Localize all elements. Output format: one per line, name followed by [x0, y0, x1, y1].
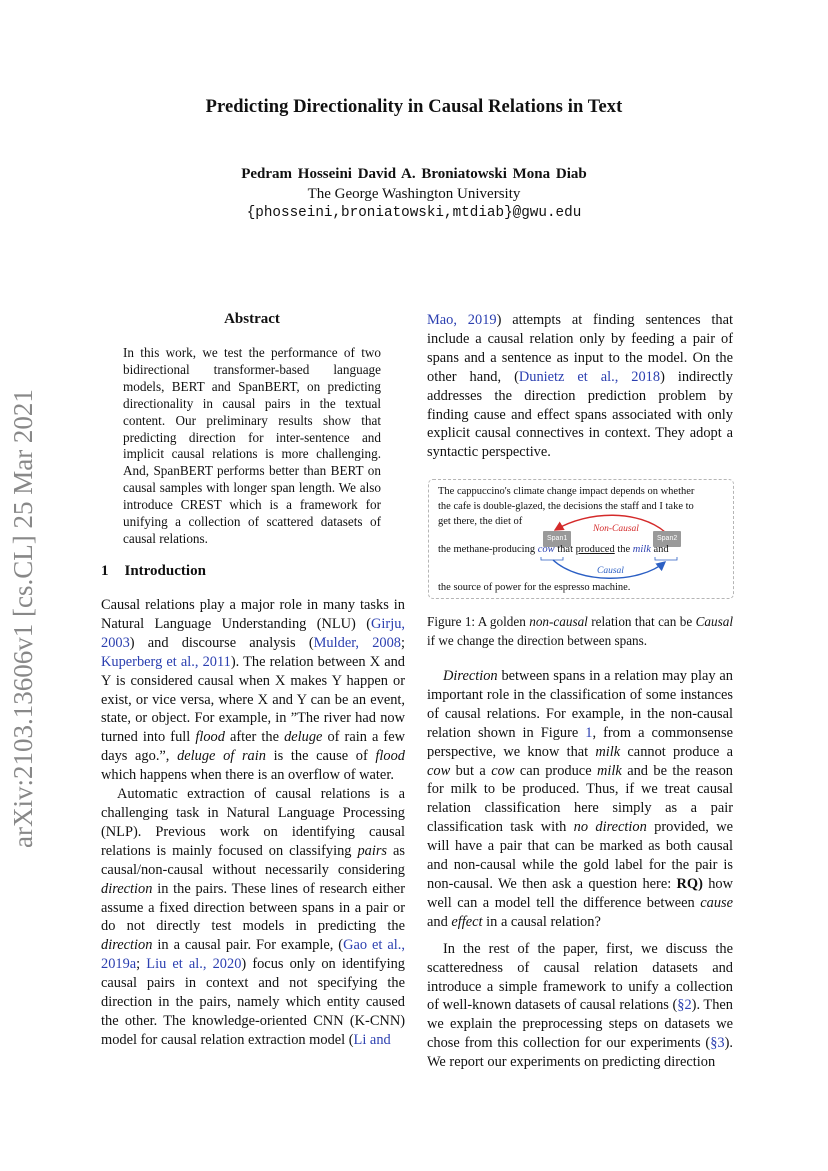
introduction-body	[101, 596, 405, 1050]
span1-word: cow	[537, 544, 555, 555]
emphasis: milk	[595, 743, 621, 760]
citation-link[interactable]: Mao, 2019	[427, 312, 497, 328]
text-run: can produce	[514, 762, 598, 779]
citation-link[interactable]: Dunietz et al., 2018	[518, 368, 661, 385]
text-run: how well can a model tell the difference between	[427, 875, 733, 911]
figure-1	[428, 479, 734, 599]
text-run: ). The relation between X and Y is considered causal when X makes Y happen or exist, or vice versa, where X and Y can be an event, state, or object. For example, in ”The river had now turned into full	[101, 653, 405, 746]
text-run: in a causal pair. For example, (	[152, 937, 344, 954]
text-run: Figure 1: A golden	[427, 614, 530, 629]
text-run: relation that can be	[587, 614, 696, 629]
text-run: and	[427, 913, 452, 930]
emphasis: milk	[597, 762, 622, 779]
section-number: 1	[101, 563, 109, 579]
affiliation: The George Washington University	[307, 186, 521, 202]
emphasis: deluge of rain	[177, 748, 266, 765]
citation-link[interactable]: Girju, 2003	[101, 615, 405, 651]
email-address: {phosseini,broniatowski,mtdiab}@gwu.edu	[246, 205, 582, 221]
text-run: between spans in a relation may play an important role in the classification of some instances of causal relations. For example, in the non-causal relation shown in Figure	[427, 668, 733, 741]
figure-text-line: the cafe is double-glazed, the decisions the staff and I take to	[438, 501, 694, 512]
section-reference-link[interactable]: §2	[677, 997, 692, 1014]
text-run: cannot produce a	[620, 743, 733, 760]
figure-caption	[427, 613, 733, 651]
text-run: ). We report our experiments on predicting direction	[427, 1035, 733, 1071]
right-column-top	[427, 311, 733, 462]
emphasis: Causal	[695, 614, 733, 629]
author-list: Pedram Hosseini David A. Broniatowski Mona Diab	[241, 166, 587, 182]
right-column-body	[427, 667, 733, 1072]
citation-link[interactable]: Liu et al., 2020	[146, 956, 242, 973]
emphasis: effect	[451, 913, 483, 930]
arxiv-identifier: arXiv:2103.13606v1 [cs.CL] 25 Mar 2021	[8, 389, 38, 848]
figure-text-line: get there, the diet of	[438, 516, 523, 527]
text-run: as causal/non-causal without necessarily considering	[101, 842, 405, 878]
paragraph	[427, 311, 733, 462]
span2-bracket	[655, 557, 677, 560]
text-run: , from a commonsense perspective, we know that	[427, 724, 733, 760]
text-run: that	[554, 544, 576, 555]
citation-link[interactable]: Mulder, 2008	[313, 634, 402, 651]
citation-link[interactable]: Li and	[353, 1031, 391, 1048]
abstract-heading: Abstract	[224, 311, 280, 327]
text-run: in the pairs. These lines of research either assume a fixed direction between spans in a pair or do not directly test models in predicting the	[101, 880, 405, 935]
emphasis: non-causal	[529, 614, 588, 629]
emphasis: direction	[101, 880, 153, 897]
emphasis: cause	[700, 894, 733, 911]
paragraph	[101, 596, 405, 785]
figure-text-line: The cappuccino's climate change impact depends on whether	[438, 486, 695, 497]
causal-label: Causal	[597, 566, 624, 576]
text-run: ) focus only on identifying causal pairs in context and not specifying the direction in the pairs, namely which entity caused the other. The knowledge-oriented CNN (K-CNN) model for causal relation extraction model (	[101, 956, 405, 1048]
paragraph	[427, 940, 733, 1072]
paragraph	[101, 785, 405, 1050]
text-run: ). Then we explain the preprocessing steps on datasets we chose from this collection for our experiments (	[427, 997, 733, 1052]
text-run: ;	[136, 956, 147, 973]
emphasis: no direction	[573, 819, 647, 836]
research-question-label: RQ)	[676, 875, 703, 892]
section-title: Introduction	[124, 563, 206, 579]
emphasis: cow	[427, 762, 451, 779]
text-run: if we change the direction between spans.	[427, 632, 648, 648]
section-heading-introduction	[101, 563, 206, 580]
non-causal-label: Non-Causal	[593, 524, 639, 534]
span1-tag: Span1	[543, 531, 571, 547]
emphasis: pairs	[357, 842, 388, 859]
paper-title: Predicting Directionality in Causal Relations in Text	[205, 97, 623, 117]
text-run: Automatic extraction of causal relations is a challenging task in Natural Language Processing (NLP). Previous work on identifying causal relations is mainly focused on classifying	[101, 786, 405, 859]
abstract-text: In this work, we test the performance of two bidirectional transformer-based language models, BERT and SpanBERT, on predicting directionality in causal pairs in the textual content. Our preliminary results show that predicting direction for inter-sentence and implicit causal relations is more challenging. And, SpanBERT performs better than BERT on causal samples with longer span length. We also introduce CREST which is a framework for unifying a collection of scattered datasets of causal relations.	[123, 345, 381, 546]
text-run: provided, we will have a pair that can be marked as both causal and non-causal while the gold label for the pair is non-causal. We then ask a question here:	[427, 819, 733, 892]
text-run: which happens when there is an overflow of water.	[101, 767, 394, 784]
citation-link[interactable]: Gao et al., 2019a	[101, 937, 405, 973]
span1-bracket	[541, 557, 563, 560]
emphasis: deluge	[284, 729, 323, 746]
text-run: in a causal relation?	[482, 913, 601, 930]
text-run: the methane-producing	[438, 544, 538, 555]
span2-word: milk	[632, 544, 651, 555]
text-run: is the cause of	[265, 748, 376, 765]
text-run: Causal relations play a major role in many tasks in Natural Language Understanding (NLU) (	[101, 597, 405, 632]
text-run: the	[614, 544, 633, 555]
connective-word: produced	[575, 544, 615, 555]
emphasis: flood	[195, 729, 225, 746]
section-reference-link[interactable]: §3	[710, 1035, 725, 1052]
citation-link[interactable]: Kuperberg et al., 2011	[101, 653, 231, 670]
emphasis: flood	[375, 748, 405, 765]
text-run: and be the reason for milk to be produced. Thus, if we treat causal relation classification here simply as a pair classification task with	[427, 762, 733, 836]
text-run: ) and discourse analysis (	[129, 634, 314, 651]
text-run: ) attempts at finding sentences that include a causal relation only by feeding a pair of spans and a sentence as input to the model. On the other hand, (	[427, 312, 733, 385]
text-run: ;	[401, 634, 406, 651]
paragraph	[427, 667, 733, 932]
text-run: and	[650, 544, 669, 555]
emphasis: direction	[101, 937, 153, 954]
emphasis: cow	[491, 762, 515, 779]
text-run: ) indirectly addresses the direction prediction problem by finding cause and effect spans associated with only explicit causal connectives in context. They adopt a syntactic perspective.	[427, 368, 733, 461]
figure-reference-link[interactable]: 1	[585, 724, 593, 741]
figure-text-line: the source of power for the espresso machine.	[438, 582, 631, 593]
span2-tag: Span2	[653, 531, 681, 547]
emphasis: Direction	[443, 668, 498, 684]
figure-span-line	[438, 543, 669, 557]
text-run: In the rest of the paper, first, we discuss the scatteredness of causal relation datasets and introduce a simple framework to unify a collection of well-known datasets of causal relations (	[427, 940, 733, 1014]
text-run: after the	[224, 729, 285, 746]
text-run: of rain a few days ago.”,	[101, 729, 405, 765]
text-run: but a	[450, 762, 492, 779]
